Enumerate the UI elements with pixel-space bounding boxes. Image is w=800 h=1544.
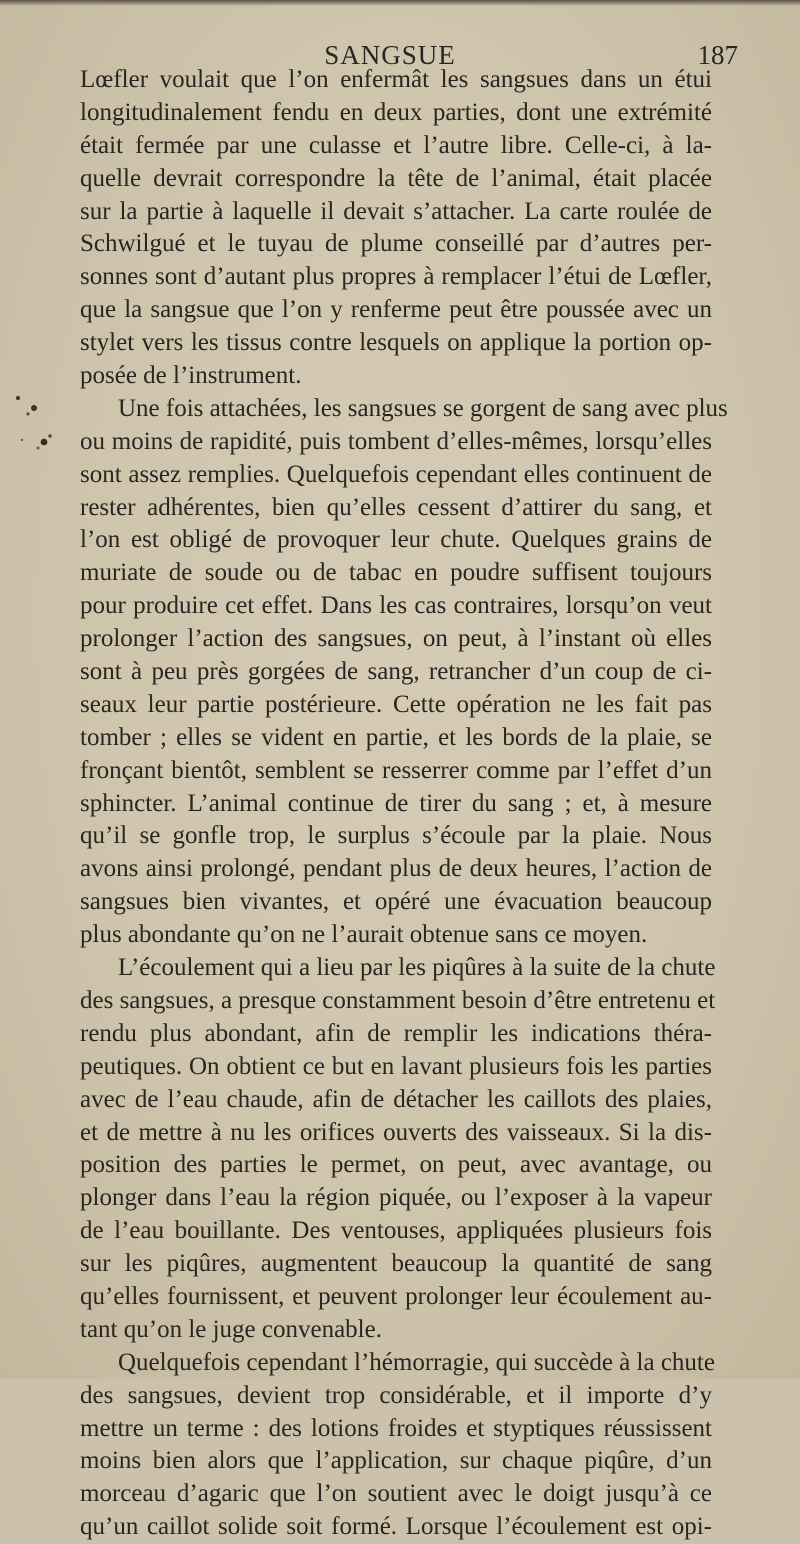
text-line: sonnes sont d’autant plus propres à remplacer l’étui de Lœfler, <box>80 263 712 291</box>
text-line: ou moins de rapidité, puis tombent d’elles-mêmes, lorsqu’elles <box>80 427 712 455</box>
text-line: de l’eau bouillante. Des ventouses, appliquées plusieurs fois <box>80 1217 712 1245</box>
text-line: sont à peu près gorgées de sang, retrancher d’un coup de ci- <box>80 658 712 686</box>
text-line: posée de l’instrument. <box>80 362 302 390</box>
text-line: morceau d’agaric que l’on soutient avec le doigt jusqu’à ce <box>80 1480 712 1508</box>
text-line: sangsues bien vivantes, et opéré une évacuation beaucoup <box>80 888 712 916</box>
text-line: qu’il se gonfle trop, le surplus s’écoule par la plaie. Nous <box>80 822 712 850</box>
running-title: SANGSUE <box>324 40 456 70</box>
text-line: Lœfler voulait que l’on enfermât les sangsues dans un étui <box>80 66 712 93</box>
ink-stain <box>4 388 64 478</box>
text-line: moins bien alors que l’application, sur chaque piqûre, d’un <box>80 1447 712 1475</box>
text-line: prolonger l’action des sangsues, on peut, à l’instant où elles <box>80 625 712 653</box>
page-number: 187 <box>697 40 738 70</box>
text-line: des sangsues, a presque constamment besoin d’être entretenu et <box>80 986 716 1014</box>
text-line: que la sangsue que l’on y renferme peut être poussée avec un <box>80 296 712 324</box>
text-line: plonger dans l’eau la région piquée, ou l’exposer à la vapeur <box>80 1184 712 1212</box>
page-top-edge <box>0 0 800 6</box>
text-line: sur les piqûres, augmentent beaucoup la quantité de sang <box>80 1250 712 1278</box>
text-line: sphincter. L’animal continue de tirer du sang ; et, à mesure <box>80 789 712 817</box>
text-line: mettre un terme : des lotions froides et styptiques réussissent <box>80 1414 712 1442</box>
body-text <box>80 64 728 1544</box>
text-line: quelle devrait correspondre la tête de l’animal, était placée <box>80 164 712 192</box>
text-line: rendu plus abondant, afin de remplir les indications théra- <box>80 1019 712 1047</box>
text-line: qu’un caillot solide soit formé. Lorsque l’écoulement est opi- <box>80 1513 712 1541</box>
text-line: tant qu’on le juge convenable. <box>80 1315 382 1343</box>
paragraph-start: Une fois attachées, les sangsues se gorgent de sang avec plus <box>118 394 728 422</box>
text-line: des sangsues, devient trop considérable, et il importe d’y <box>80 1381 712 1409</box>
text-line: fronçant bientôt, semblent se resserrer comme par l’effet d’un <box>80 756 712 784</box>
text-line: position des parties le permet, on peut, avec avantage, ou <box>80 1151 712 1179</box>
text-line: tomber ; elles se vident en partie, et les bords de la plaie, se <box>80 723 712 751</box>
text-line: l’on est obligé de provoquer leur chute. Quelques grains de <box>80 526 712 554</box>
text-line: stylet vers les tissus contre lesquels on applique la portion op- <box>80 329 712 357</box>
text-line: pour produire cet effet. Dans les cas contraires, lorsqu’on veut <box>80 592 712 620</box>
text-line: peutiques. On obtient ce but en lavant plusieurs fois les parties <box>80 1052 712 1080</box>
text-line: et de mettre à nu les orifices ouverts des vaisseaux. Si la dis- <box>80 1118 712 1146</box>
text-line: rester adhérentes, bien qu’elles cessent d’attirer du sang, et <box>80 493 712 521</box>
text-line: avons ainsi prolongé, pendant plus de deux heures, l’action de <box>80 855 712 883</box>
text-line: sont assez remplies. Quelquefois cependant elles continuent de <box>80 460 712 488</box>
text-line: avec de l’eau chaude, afin de détacher les caillots des plaies, <box>80 1085 712 1113</box>
text-line: plus abondante qu’on ne l’aurait obtenue sans ce moyen. <box>80 921 648 949</box>
text-line: était fermée par une culasse et l’autre libre. Celle-ci, à la- <box>80 131 712 159</box>
text-line: seaux leur partie postérieure. Cette opération ne les fait pas <box>80 690 712 718</box>
paragraph-start: L’écoulement qui a lieu par les piqûres à la suite de la chute <box>118 954 716 982</box>
text-line: Schwilgué et le tuyau de plume conseillé par d’autres per- <box>80 230 712 258</box>
text-line: longitudinalement fendu en deux parties, dont une extrémité <box>80 98 712 126</box>
text-line: muriate de soude ou de tabac en poudre suffisent toujours <box>80 559 712 587</box>
text-line: sur la partie à laquelle il devait s’attacher. La carte roulée de <box>80 197 712 225</box>
paragraph-start: Quelquefois cependant l’hémorragie, qui succède à la chute <box>118 1348 715 1376</box>
text-line: qu’elles fournissent, et peuvent prolonger leur écoulement au- <box>80 1282 712 1310</box>
